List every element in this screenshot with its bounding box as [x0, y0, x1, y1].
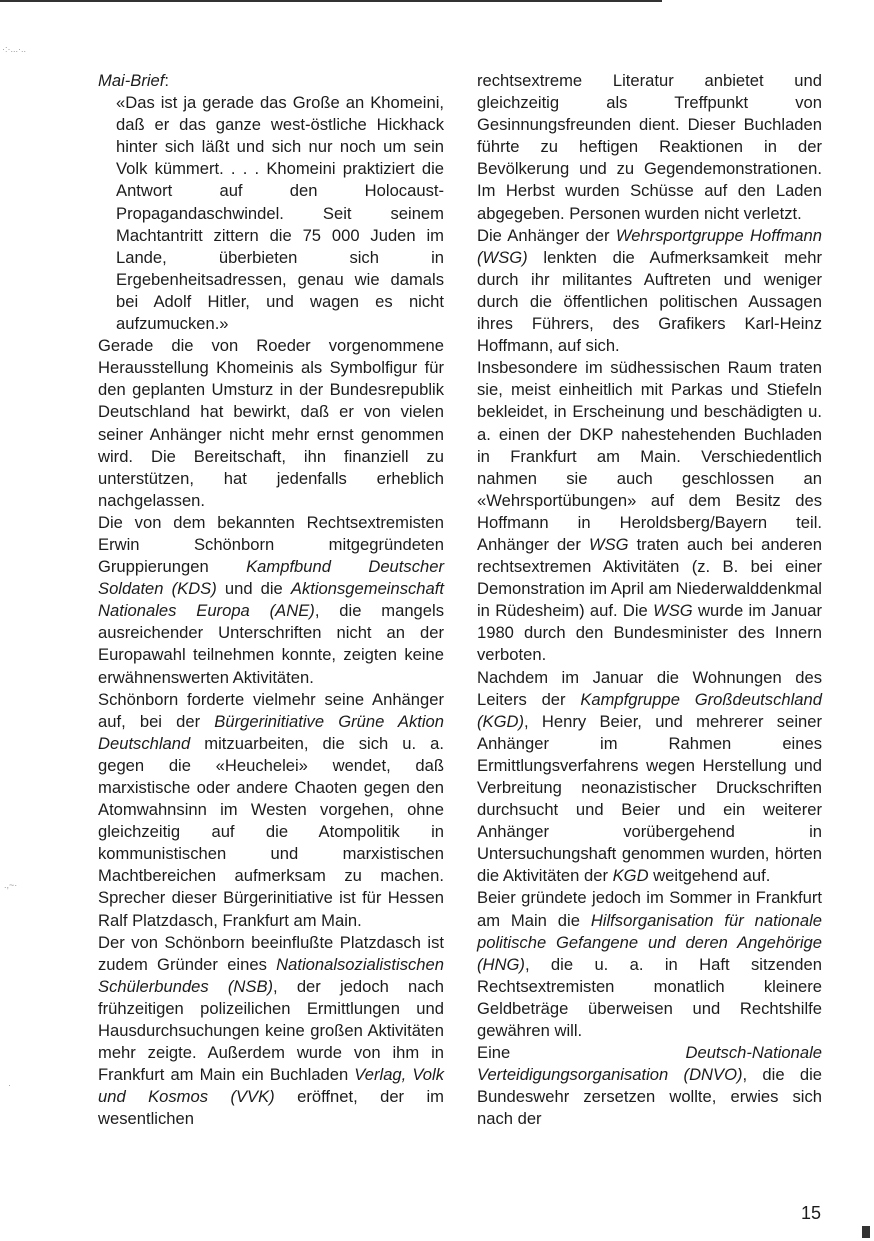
right_column-paragraph: Eine Deutsch-Nationale Verteidigungsorganisation (DNVO), die die Bundeswehr zersetzen wollte, erwies sich nach der — [477, 1043, 822, 1129]
right_column-paragraph: Nachdem im Januar die Wohnungen des Leiters der Kampfgruppe Großdeutschland (KGD), Henry Beier, und mehrerer seiner Anhänger im Rahmen eines Ermittlungsverfahrens wegen Herstellung und Verbreitung neonazistischer Druckschriften durchsucht und Beier und ein weiterer Anhänger vorübergehend in Untersuchungshaft genommen wurden, hörten die Aktivitäten der KGD weitgehend auf. — [477, 667, 822, 886]
scan-artifact: .,~· — [4, 880, 18, 890]
left_column-paragraph: Gerade die von Roeder vorgenommene Herausstellung Khomeinis als Symbolfigur für den geplanten Umsturz in der Bundesrepublik Deutschland hat bewirkt, daß er von vielen seiner Anhänger nicht mehr ernst genommen wird. Die Bereitschaft, ihn finanziell zu unterstützen, hat jedenfalls erheblich nachgelassen. — [98, 336, 444, 510]
left_column-paragraph: Der von Schönborn beeinflußte Platzdasch ist zudem Gründer eines Nationalsozialistischen Schülerbundes (NSB), der jedoch nach frühzeitigen polizeilichen Ermittlungen und Hausdurchsuchungen keine großen Aktivitäten mehr zeigte. Außerdem wurde von ihm in Frankfurt am Main ein Buchladen Verlag, Volk und Kosmos (VVK) eröffnet, der im wesentlichen — [98, 932, 444, 1129]
left_column-paragraph: Mai-Brief: — [98, 71, 170, 90]
scan-mark-corner — [862, 1226, 870, 1238]
top-rule — [0, 0, 662, 2]
left-column — [98, 70, 444, 1131]
right_column-paragraph: Insbesondere im südhessischen Raum traten sie, meist einheitlich mit Parkas und Stiefeln bekleidet, in Erscheinung und beschädigten u. a. einen der DKP nahestehenden Buchladen in Frankfurt am Main. Verschiedentlich nahmen sie auch geschlossen an «Wehrsportübungen» auf dem Besitz des Hoffmann in Heroldsberg/Bayern teil. Anhänger der WSG traten auch bei anderen rechtsextremen Aktivitäten (z. B. bei einer Demonstration im April am Niederwalddenkmal in Rüdesheim) auf. Die WSG wurde im Januar 1980 durch den Bundesminister des Innern verboten. — [477, 358, 822, 665]
right_column-paragraph: rechtsextreme Literatur anbietet und gleichzeitig als Treffpunkt von Gesinnungsfreunden dient. Dieser Buchladen führte zu heftigen Reaktionen in der Bevölkerung und zu Gegendemonstrationen. Im Herbst wurden Schüsse auf den Laden abgegeben. Personen wurden nicht verletzt. — [477, 71, 822, 223]
left_column-paragraph: Schönborn forderte vielmehr seine Anhänger auf, bei der Bürgerinitiative Grüne Aktion Deutschland mitzuarbeiten, die sich u. a. gegen die «Heuchelei» wendet, daß marxistische oder andere Chaoten gegen den Atomwahnsinn im Westen vorgehen, ohne gleichzeitig auf die Atompolitik in kommunistischen und marxistischen Machtbereichen aufmerksam zu machen. Sprecher dieser Bürgerinitiative ist für Hessen Ralf Platzdasch, Frankfurt am Main. — [98, 689, 444, 930]
right_column-paragraph: Die Anhänger der Wehrsportgruppe Hoffmann (WSG) lenkten die Aufmerksamkeit mehr durch ihr militantes Auftreten und weniger durch die öffentlichen politischen Aussagen ihres Führers, des Grafikers Karl-Heinz Hoffmann, auf sich. — [477, 225, 822, 356]
left_column-paragraph: «Das ist ja gerade das Große an Khomeini, daß er das ganze west-östliche Hickhack hinter sich läßt und sich nur noch um sein Volk kümmert. . . . Khomeini praktiziert die Antwort auf den Holocaust-Propagandaschwindel. Seit seinem Machtantritt zittern die 75 000 Juden im Lande, überbieten sich in Ergebenheitsadressen, genau wie damals bei Adolf Hitler, und wagen es nicht aufzumucken.» — [116, 93, 444, 334]
right-column — [477, 70, 822, 1131]
page-number: 15 — [801, 1203, 822, 1223]
left_column-paragraph: Die von dem bekannten Rechtsextremisten Erwin Schönborn mitgegründeten Gruppierungen Kampfbund Deutscher Soldaten (KDS) und die Aktionsgemeinschaft Nationales Europa (ANE), die mangels ausreichender Unterschriften nicht an der Europawahl teilnehmen konnte, zeigten keine erwähnenswerten Aktivitäten. — [98, 512, 445, 687]
right_column-paragraph: Beier gründete jedoch im Sommer in Frankfurt am Main die Hilfsorganisation für nationale politische Gefangene und deren Angehörige (HNG), die u. a. in Haft sitzenden Rechtsextremisten monatlich kleinere Geldbeträge überweisen und Rechtshilfe gewähren will. — [477, 888, 822, 1041]
scan-artifact: ·:·...·.. — [2, 44, 26, 54]
scan-artifact: · — [8, 1080, 11, 1090]
